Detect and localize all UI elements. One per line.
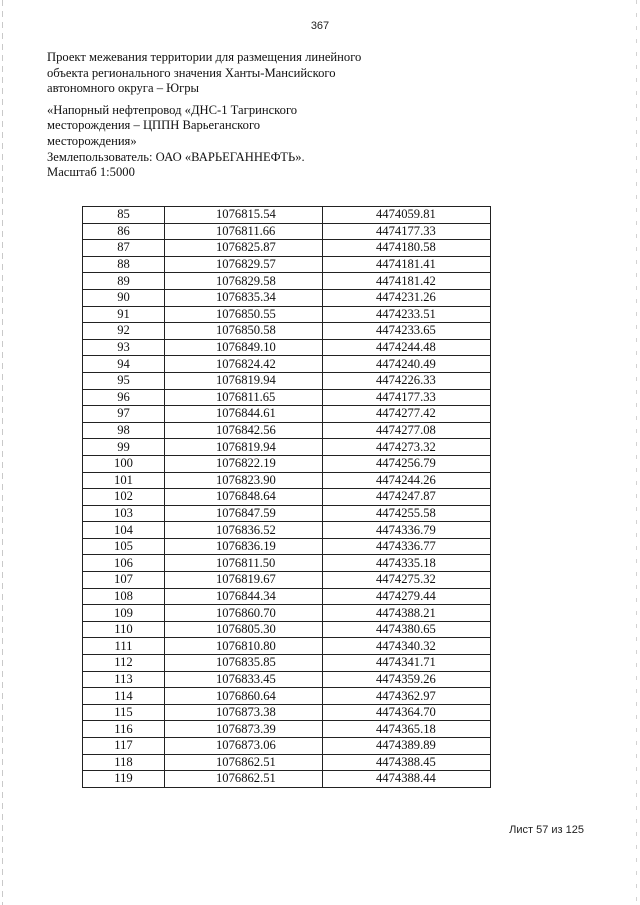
y-coordinate-cell: 4474277.08 [323,422,491,439]
table-row [83,389,491,406]
table-row [83,306,491,323]
x-coordinate-cell: 1076862.51 [165,754,323,771]
point-number-cell: 118 [83,754,165,771]
x-coordinate-cell: 1076810.80 [165,638,323,655]
table-row [83,505,491,522]
page-edge-left [2,0,3,905]
y-coordinate-cell: 4474359.26 [323,671,491,688]
x-coordinate-cell: 1076862.51 [165,771,323,788]
page-number: 367 [310,20,330,32]
scale: Масштаб 1:5000 [47,165,135,180]
y-coordinate-cell: 4474279.44 [323,588,491,605]
x-coordinate-cell: 1076860.70 [165,605,323,622]
table-row [83,240,491,257]
point-number-cell: 107 [83,572,165,589]
table-row [83,704,491,721]
x-coordinate-cell: 1076836.52 [165,522,323,539]
x-coordinate-cell: 1076833.45 [165,671,323,688]
point-number-cell: 95 [83,372,165,389]
point-number-cell: 93 [83,339,165,356]
y-coordinate-cell: 4474233.65 [323,323,491,340]
point-number-cell: 113 [83,671,165,688]
x-coordinate-cell: 1076850.55 [165,306,323,323]
y-coordinate-cell: 4474181.41 [323,256,491,273]
y-coordinate-cell: 4474244.48 [323,339,491,356]
y-coordinate-cell: 4474240.49 [323,356,491,373]
x-coordinate-cell: 1076825.87 [165,240,323,257]
x-coordinate-cell: 1076835.34 [165,289,323,306]
point-number-cell: 102 [83,489,165,506]
x-coordinate-cell: 1076844.61 [165,406,323,423]
point-number-cell: 110 [83,621,165,638]
table-row [83,339,491,356]
table-row [83,406,491,423]
y-coordinate-cell: 4474277.42 [323,406,491,423]
point-number-cell: 86 [83,223,165,240]
x-coordinate-cell: 1076829.57 [165,256,323,273]
x-coordinate-cell: 1076842.56 [165,422,323,439]
point-number-cell: 85 [83,207,165,224]
x-coordinate-cell: 1076835.85 [165,655,323,672]
y-coordinate-cell: 4474362.97 [323,688,491,705]
sheet-number: Лист 57 из 125 [509,824,584,836]
y-coordinate-cell: 4474336.77 [323,538,491,555]
y-coordinate-cell: 4474380.65 [323,621,491,638]
point-number-cell: 104 [83,522,165,539]
project-line: месторождения» [47,133,137,148]
x-coordinate-cell: 1076873.06 [165,738,323,755]
x-coordinate-cell: 1076849.10 [165,339,323,356]
point-number-cell: 109 [83,605,165,622]
point-number-cell: 90 [83,289,165,306]
x-coordinate-cell: 1076873.38 [165,704,323,721]
table-row [83,223,491,240]
point-number-cell: 119 [83,771,165,788]
point-number-cell: 112 [83,655,165,672]
table-row [83,655,491,672]
x-coordinate-cell: 1076844.34 [165,588,323,605]
y-coordinate-cell: 4474247.87 [323,489,491,506]
point-number-cell: 103 [83,505,165,522]
land-user: Землепользователь: ОАО «ВАРЬЕГАННЕФТЬ». [47,149,305,164]
table-row [83,372,491,389]
title-line: объекта регионального значения Ханты-Мансийского [47,65,336,80]
table-row [83,621,491,638]
table-row [83,754,491,771]
coordinates-table-body [83,207,491,788]
table-row [83,721,491,738]
y-coordinate-cell: 4474233.51 [323,306,491,323]
y-coordinate-cell: 4474256.79 [323,455,491,472]
table-row [83,738,491,755]
point-number-cell: 89 [83,273,165,290]
x-coordinate-cell: 1076848.64 [165,489,323,506]
x-coordinate-cell: 1076850.58 [165,323,323,340]
y-coordinate-cell: 4474365.18 [323,721,491,738]
table-row [83,605,491,622]
point-number-cell: 98 [83,422,165,439]
y-coordinate-cell: 4474335.18 [323,555,491,572]
point-number-cell: 116 [83,721,165,738]
table-row [83,289,491,306]
x-coordinate-cell: 1076815.54 [165,207,323,224]
y-coordinate-cell: 4474388.21 [323,605,491,622]
point-number-cell: 106 [83,555,165,572]
table-row [83,538,491,555]
x-coordinate-cell: 1076811.66 [165,223,323,240]
x-coordinate-cell: 1076836.19 [165,538,323,555]
point-number-cell: 92 [83,323,165,340]
point-number-cell: 91 [83,306,165,323]
x-coordinate-cell: 1076811.50 [165,555,323,572]
x-coordinate-cell: 1076819.67 [165,572,323,589]
x-coordinate-cell: 1076824.42 [165,356,323,373]
table-row [83,588,491,605]
point-number-cell: 111 [83,638,165,655]
x-coordinate-cell: 1076819.94 [165,372,323,389]
point-number-cell: 87 [83,240,165,257]
y-coordinate-cell: 4474275.32 [323,572,491,589]
point-number-cell: 105 [83,538,165,555]
y-coordinate-cell: 4474177.33 [323,389,491,406]
y-coordinate-cell: 4474341.71 [323,655,491,672]
x-coordinate-cell: 1076873.39 [165,721,323,738]
x-coordinate-cell: 1076822.19 [165,455,323,472]
y-coordinate-cell: 4474336.79 [323,522,491,539]
coordinates-table [82,206,491,788]
y-coordinate-cell: 4474180.58 [323,240,491,257]
table-row [83,572,491,589]
point-number-cell: 94 [83,356,165,373]
x-coordinate-cell: 1076823.90 [165,472,323,489]
table-row [83,207,491,224]
y-coordinate-cell: 4474244.26 [323,472,491,489]
table-row [83,489,491,506]
point-number-cell: 99 [83,439,165,456]
table-row [83,522,491,539]
page-edge-right [636,0,637,905]
table-row [83,323,491,340]
table-row [83,771,491,788]
point-number-cell: 101 [83,472,165,489]
point-number-cell: 117 [83,738,165,755]
y-coordinate-cell: 4474340.32 [323,638,491,655]
y-coordinate-cell: 4474177.33 [323,223,491,240]
title-line: автономного округа – Югры [47,81,200,96]
y-coordinate-cell: 4474388.44 [323,771,491,788]
point-number-cell: 96 [83,389,165,406]
table-row [83,256,491,273]
table-row [83,671,491,688]
point-number-cell: 108 [83,588,165,605]
table-row [83,356,491,373]
point-number-cell: 88 [83,256,165,273]
x-coordinate-cell: 1076829.58 [165,273,323,290]
y-coordinate-cell: 4474181.42 [323,273,491,290]
y-coordinate-cell: 4474364.70 [323,704,491,721]
x-coordinate-cell: 1076860.64 [165,688,323,705]
y-coordinate-cell: 4474226.33 [323,372,491,389]
table-row [83,439,491,456]
table-row [83,455,491,472]
table-row [83,273,491,290]
table-row [83,472,491,489]
table-row [83,555,491,572]
x-coordinate-cell: 1076805.30 [165,621,323,638]
x-coordinate-cell: 1076847.59 [165,505,323,522]
x-coordinate-cell: 1076819.94 [165,439,323,456]
y-coordinate-cell: 4474389.89 [323,738,491,755]
project-line: месторождения – ЦППН Варьеганского [47,118,261,133]
table-row [83,422,491,439]
y-coordinate-cell: 4474273.32 [323,439,491,456]
y-coordinate-cell: 4474388.45 [323,754,491,771]
document-header [47,50,377,181]
point-number-cell: 115 [83,704,165,721]
y-coordinate-cell: 4474231.26 [323,289,491,306]
y-coordinate-cell: 4474059.81 [323,207,491,224]
point-number-cell: 97 [83,406,165,423]
title-line: Проект межевания территории для размещения линейного [47,50,362,64]
table-row [83,638,491,655]
point-number-cell: 114 [83,688,165,705]
table-row [83,688,491,705]
x-coordinate-cell: 1076811.65 [165,389,323,406]
point-number-cell: 100 [83,455,165,472]
y-coordinate-cell: 4474255.58 [323,505,491,522]
project-line: «Напорный нефтепровод «ДНС-1 Тагринского [47,102,298,117]
